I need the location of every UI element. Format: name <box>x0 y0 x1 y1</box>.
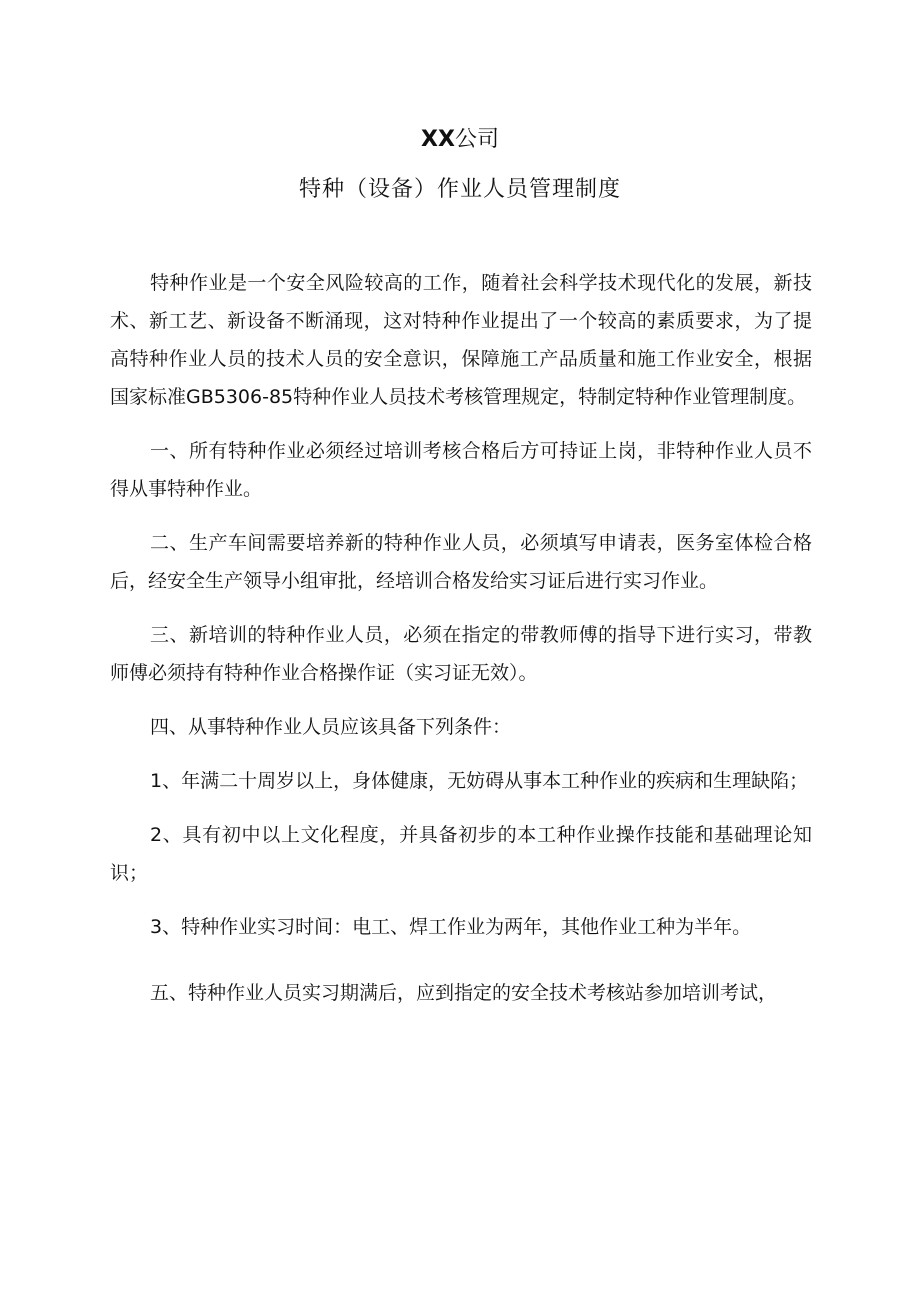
document-body <box>110 264 812 1028</box>
paragraph-rule-1: 一、所有特种作业必须经过培训考核合格后方可持证上岗，非特种作业人员不得从事特种作业。 <box>110 440 812 500</box>
company-name-bold: XX <box>421 127 455 152</box>
paragraph-rule-5: 五、特种作业人员实习期满后，应到指定的安全技术考核站参加培训考试， <box>150 982 778 1004</box>
paragraph-condition-1: 1、年满二十周岁以上，身体健康，无妨碍从事本工种作业的疾病和生理缺陷； <box>150 770 809 792</box>
paragraph-rule-4: 四、从事特种作业人员应该具备下列条件： <box>150 716 512 738</box>
paragraph-condition-2: 2、具有初中以上文化程度，并具备初步的本工种作业操作技能和基础理论知识； <box>110 824 812 884</box>
paragraph-condition-3: 3、特种作业实习时间：电工、焊工作业为两年，其他作业工种为半年。 <box>150 916 752 938</box>
document-title: 特种（设备）作业人员管理制度 <box>298 177 621 202</box>
paragraph-rule-2: 二、生产车间需要培养新的特种作业人员，必须填写申请表，医务室体检合格后，经安全生产领导小组审批，经培训合格发给实习证后进行实习作业。 <box>110 532 812 592</box>
paragraph-intro: 特种作业是一个安全风险较高的工作，随着社会科学技术现代化的发展，新技术、新工艺、新设备不断涌现，这对特种作业提出了一个较高的素质要求，为了提高特种作业人员的技术人员的安全意识，保障施工产品质量和施工作业安全，根据国家标准GB5306-85特种作业人员技术考核管理规定，特制定特种作业管理制度。 <box>110 272 812 408</box>
company-name-suffix: 公司 <box>454 127 499 152</box>
paragraph-rule-3: 三、新培训的特种作业人员，必须在指定的带教师傅的指导下进行实习，带教师傅必须持有特种作业合格操作证（实习证无效）。 <box>110 624 812 684</box>
company-title <box>0 122 920 158</box>
